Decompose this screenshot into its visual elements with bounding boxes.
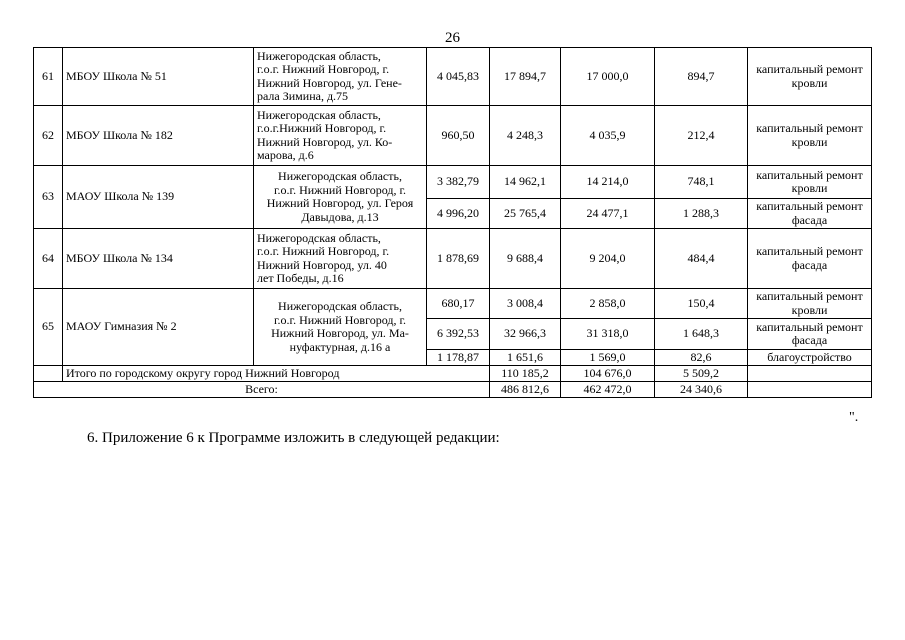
row-number: 63	[34, 166, 63, 229]
body-paragraph: 6. Приложение 6 к Программе изложить в следующей редакции:	[87, 430, 500, 446]
school-name: МАОУ Школа № 139	[63, 166, 254, 229]
fund-cell: 17 000,0	[561, 48, 655, 106]
address-line: Давыдова, д.13	[301, 209, 379, 224]
area-cell: 1 178,87	[427, 350, 490, 366]
total-cost-cell: 3 008,4	[490, 289, 561, 319]
address-line: г.о.г. Нижний Новгород, г.	[273, 182, 407, 197]
address-line: Нижегородская область,	[257, 107, 381, 122]
fund-cell: 31 318,0	[561, 319, 655, 350]
work-type-cell: капитальный ремонт фасада	[748, 199, 872, 229]
cofinancing-cell: 1 288,3	[655, 199, 748, 229]
work-type-cell: капитальный ремонт фасада	[748, 229, 872, 289]
area-cell: 4 996,20	[427, 199, 490, 229]
work-type-cell: капитальный ремонт кровли	[748, 106, 872, 166]
address-line: Нижний Новгород, ул. Ма-	[271, 326, 409, 340]
school-address	[254, 289, 427, 366]
area-cell: 1 878,69	[427, 229, 490, 289]
grand-total-cofin: 24 340,6	[655, 382, 748, 398]
address-line: Нижегородская область,	[257, 48, 381, 63]
cofinancing-cell: 150,4	[655, 289, 748, 319]
row-number: 61	[34, 48, 63, 106]
cofinancing-cell: 894,7	[655, 48, 748, 106]
school-name: МАОУ Гимназия № 2	[63, 289, 254, 366]
total-cost-cell: 32 966,3	[490, 319, 561, 350]
address-line: Нижегородская область,	[278, 299, 402, 313]
grand-total-row	[34, 382, 872, 398]
address-line: рала Зимина, д.75	[257, 89, 349, 103]
table-row	[34, 48, 872, 106]
address-line: Нижегородская область,	[257, 230, 381, 245]
total-cost-cell: 9 688,4	[490, 229, 561, 289]
address-line: Нижний Новгород, ул. Ко-	[257, 134, 393, 149]
address-line: г.о.г. Нижний Новгород, г.	[257, 62, 390, 76]
subtotal-cofin: 5 509,2	[655, 366, 748, 382]
fund-cell: 24 477,1	[561, 199, 655, 229]
subtotal-work-empty	[748, 366, 872, 382]
fund-cell: 1 569,0	[561, 350, 655, 366]
work-type-cell: капитальный ремонт фасада	[748, 319, 872, 350]
cofinancing-cell: 484,4	[655, 229, 748, 289]
grand-total-label: Всего:	[34, 382, 490, 398]
address-line: г.о.г. Нижний Новгород, г.	[273, 312, 407, 327]
work-type-cell: капитальный ремонт кровли	[748, 289, 872, 319]
table-row	[34, 289, 872, 319]
area-cell: 4 045,83	[427, 48, 490, 106]
page-number: 26	[445, 30, 460, 46]
school-address	[254, 106, 427, 166]
fund-cell: 9 204,0	[561, 229, 655, 289]
cofinancing-cell: 212,4	[655, 106, 748, 166]
fund-cell: 14 214,0	[561, 166, 655, 199]
work-type-cell: капитальный ремонт кровли	[748, 48, 872, 106]
school-address	[254, 48, 427, 106]
row-number: 62	[34, 106, 63, 166]
cofinancing-cell: 82,6	[655, 350, 748, 366]
row-number: 64	[34, 229, 63, 289]
closing-quote: ".	[849, 410, 859, 425]
area-cell: 680,17	[427, 289, 490, 319]
school-name: МБОУ Школа № 182	[63, 106, 254, 166]
work-type-cell: капитальный ремонт кровли	[748, 166, 872, 199]
area-cell: 3 382,79	[427, 166, 490, 199]
address-line: г.о.г. Нижний Новгород, г.	[257, 244, 390, 258]
total-cost-cell: 4 248,3	[490, 106, 561, 166]
table-row	[34, 229, 872, 289]
school-name: МБОУ Школа № 51	[63, 48, 254, 106]
address-line: Нижегородская область,	[278, 169, 402, 183]
work-type-cell: благоустройство	[748, 350, 872, 366]
grand-total-work-empty	[748, 382, 872, 398]
address-line: лет Победы, д.16	[257, 271, 344, 285]
fund-cell: 2 858,0	[561, 289, 655, 319]
address-line: г.о.г.Нижний Новгород, г.	[257, 121, 387, 135]
subtotal-label: Итого по городскому округу город Нижний Новгород	[63, 366, 490, 382]
subtotal-empty-cell	[34, 366, 63, 382]
subtotal-total: 110 185,2	[490, 366, 561, 382]
address-line: Нижний Новгород, ул. Гене-	[257, 75, 402, 90]
row-number: 65	[34, 289, 63, 366]
fund-cell: 4 035,9	[561, 106, 655, 166]
address-line: марова, д.6	[257, 148, 314, 162]
total-cost-cell: 1 651,6	[490, 350, 561, 366]
cofinancing-cell: 748,1	[655, 166, 748, 199]
grand-total-total: 486 812,6	[490, 382, 561, 398]
subtotal-row	[34, 366, 872, 382]
total-cost-cell: 14 962,1	[490, 166, 561, 199]
school-address	[254, 229, 427, 289]
total-cost-cell: 25 765,4	[490, 199, 561, 229]
grand-total-fund: 462 472,0	[561, 382, 655, 398]
table-row	[34, 166, 872, 199]
cofinancing-cell: 1 648,3	[655, 319, 748, 350]
area-cell: 960,50	[427, 106, 490, 166]
area-cell: 6 392,53	[427, 319, 490, 350]
table-row	[34, 106, 872, 166]
school-address	[254, 166, 427, 229]
address-line: Нижний Новгород, ул. Героя	[266, 196, 414, 210]
address-line: нуфактурная, д.16 а	[289, 339, 391, 354]
schools-table	[33, 47, 872, 398]
address-line: Нижний Новгород, ул. 40	[257, 257, 387, 272]
subtotal-fund: 104 676,0	[561, 366, 655, 382]
total-cost-cell: 17 894,7	[490, 48, 561, 106]
school-name: МБОУ Школа № 134	[63, 229, 254, 289]
